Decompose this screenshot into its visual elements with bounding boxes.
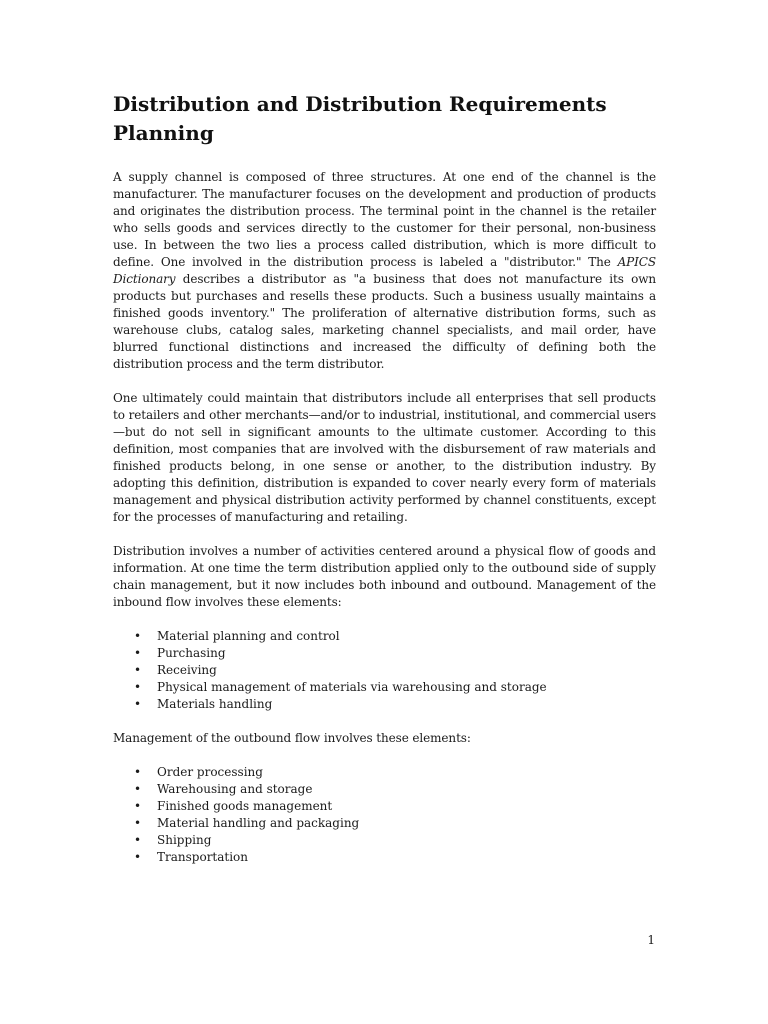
paragraph-supply-channel-text-b: describes a distributor as "a business that does not manufacture its own products but purchases and resells these products. Such a business usually maintains a finished goods inventory." The proliferation of alternative distribution forms, such as warehouse clubs, catalog sales, marketing channel specialists, and mail order, have blurred functional distinctions and increased the difficulty of defining both the distribution process and the term distributor.	[113, 272, 656, 371]
list-item: • Purchasing	[157, 645, 656, 662]
outbound-elements-list	[113, 764, 656, 866]
list-item: • Materials handling	[157, 696, 656, 713]
inbound-elements-list	[113, 628, 656, 713]
paragraph-supply-channel-text-a: A supply channel is composed of three structures. At one end of the channel is the manufacturer. The manufacturer focuses on the development and production of products and originates the distribution process. The terminal point in the channel is the retailer who sells goods and services directly to the customer for their personal, non-business use. In between the two lies a process called distribution, which is more difficult to define. One involved in the distribution process is labeled a "distributor." The	[113, 170, 656, 269]
list-item: • Material planning and control	[157, 628, 656, 645]
paragraph-outbound-intro: Management of the outbound flow involves these elements:	[113, 731, 471, 745]
list-item: • Shipping	[157, 832, 656, 849]
list-item: • Transportation	[157, 849, 656, 866]
list-item: • Receiving	[157, 662, 656, 679]
document-title: Distribution and Distribution Requirements Planning	[113, 92, 607, 145]
list-item: • Finished goods management	[157, 798, 656, 815]
apics-dictionary-title: APICS Dictionary	[113, 255, 656, 286]
list-item: • Warehousing and storage	[157, 781, 656, 798]
page-number: 1	[647, 933, 655, 947]
paragraph-distributors-definition: One ultimately could maintain that distributors include all enterprises that sell products to retailers and other merchants—and/or to industrial, institutional, and commercial users—but do not sell in significant amounts to the ultimate customer. According to this definition, most companies that are involved with the disbursement of raw materials and finished products belong, in one sense or another, to the distribution industry. By adopting this definition, distribution is expanded to cover nearly every form of materials management and physical distribution activity performed by channel constituents, except for the processes of manufacturing and retailing.	[113, 391, 656, 524]
paragraph-distribution-activities: Distribution involves a number of activities centered around a physical flow of goods and information. At one time the term distribution applied only to the outbound side of supply chain management, but it now includes both inbound and outbound. Management of the inbound flow involves these elements:	[113, 544, 656, 609]
paragraph-supply-channel	[113, 169, 656, 373]
list-item: • Physical management of materials via warehousing and storage	[157, 679, 656, 696]
list-item: • Order processing	[157, 764, 656, 781]
list-item: • Material handling and packaging	[157, 815, 656, 832]
